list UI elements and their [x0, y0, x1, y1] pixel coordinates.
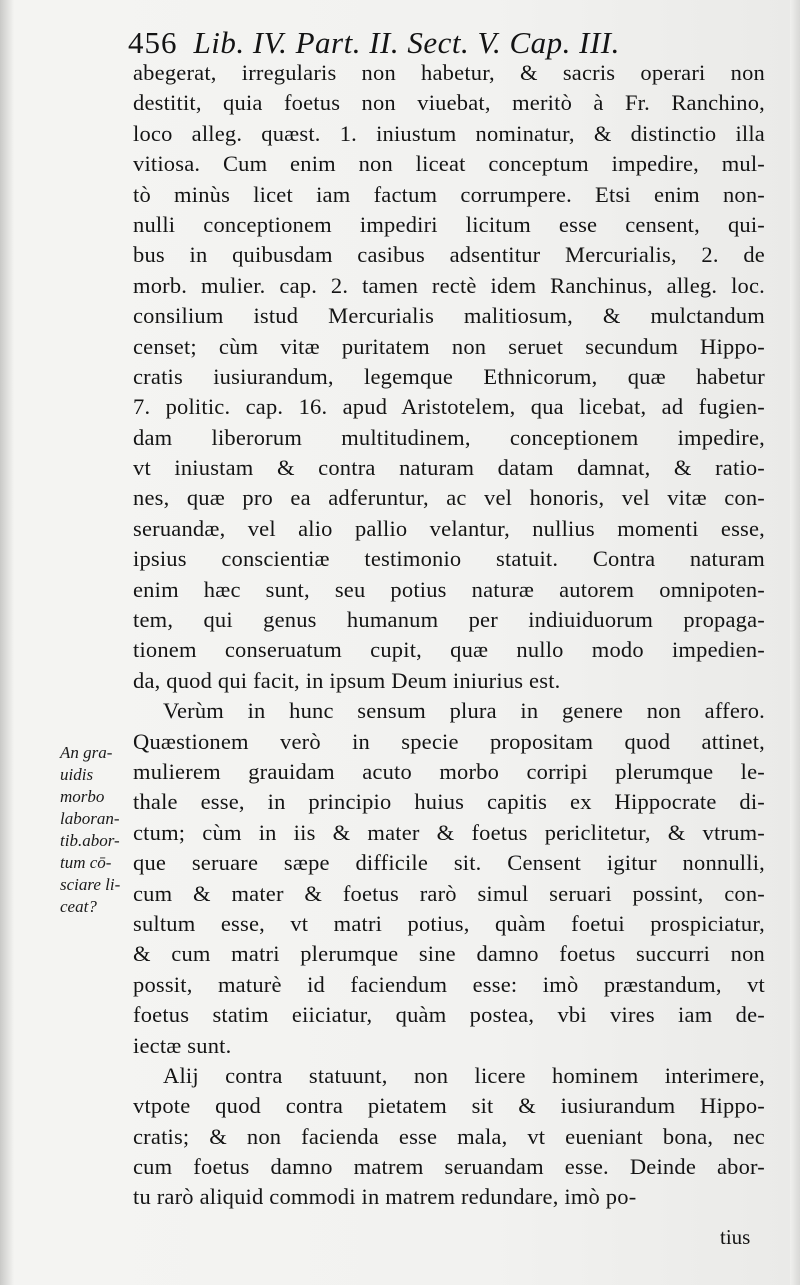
text-line: nes, quæ pro ea adferuntur, ac vel honoris, vel vitæ con- — [133, 485, 765, 511]
text-line: da, quod qui facit, in ipsum Deum iniurius est. — [133, 667, 561, 693]
text-line: Verùm in hunc sensum plura in genere non affero. — [163, 698, 765, 724]
text-line: iectæ sunt. — [133, 1032, 232, 1058]
page-gutter — [790, 0, 800, 1285]
marginal-note-line: tum cō- — [60, 853, 112, 872]
text-line: thale esse, in principio huius capitis ex Hippocrate di- — [133, 789, 765, 815]
text-line: foetus statim eiiciatur, quàm postea, vbi vires iam de- — [133, 1002, 765, 1028]
text-line: ipsius conscientiæ testimonio statuit. Contra naturam — [133, 546, 765, 572]
text-line: mulierem grauidam acuto morbo corripi plerumque le- — [133, 758, 765, 784]
text-line: abegerat, irregularis non habetur, & sacris operari non — [133, 60, 765, 85]
text-line: vtpote quod contra pietatem sit & iusiurandum Hippo- — [133, 1093, 765, 1119]
marginal-note-line: morbo — [60, 787, 105, 806]
text-line: Alij contra statuunt, non licere hominem interimere, — [163, 1062, 765, 1088]
text-line: nulli conceptionem impediri licitum esse censent, qui- — [133, 211, 765, 237]
text-line: censet; cùm vitæ puritatem non seruet secundum Hippo- — [133, 333, 765, 359]
text-line: bus in quibusdam casibus adsentitur Mercurialis, 2. de — [133, 242, 765, 268]
catchword: tius — [720, 1225, 751, 1249]
marginal-note-line: tib.abor- — [60, 831, 120, 850]
text-line: loco alleg. quæst. 1. iniustum nominatur, & distinctio illa — [133, 120, 765, 146]
text-line: destitit, quia foetus non viuebat, meritò à Fr. Ranchino, — [133, 90, 765, 116]
text-line: que seruare sæpe difficile sit. Censent igitur nonnulli, — [133, 850, 765, 876]
text-line: & cum matri plerumque sine damno foetus succurri non — [133, 941, 765, 967]
text-line: consilium istud Mercurialis malitiosum, & mulctandum — [133, 303, 765, 329]
text-line: Quæstionem verò in specie propositam quod attinet, — [133, 728, 765, 754]
page-number: 456 — [128, 25, 178, 60]
text-line: tem, qui genus humanum per indiuiduorum propaga- — [133, 607, 765, 633]
text-line: tionem conseruatum cupit, quæ nullo modo impedien- — [133, 637, 765, 663]
text-line: ctum; cùm in iis & mater & foetus periclitetur, & vtrum- — [133, 819, 765, 845]
text-line: sultum esse, vt matri potius, quàm foetui prospiciatur, — [133, 910, 765, 936]
marginal-note-line: An gra- — [60, 743, 113, 762]
text-line: seruandæ, vel alio pallio velantur, nullius momenti esse, — [133, 515, 765, 541]
body-text — [133, 58, 765, 1213]
text-line: enim hæc sunt, seu potius naturæ autorem omnipoten- — [133, 576, 765, 602]
text-line: cum foetus damno matrem seruandam esse. Deinde abor- — [133, 1154, 765, 1180]
text-line: 7. politic. cap. 16. apud Aristotelem, qua licebat, ad fugien- — [133, 394, 765, 420]
marginal-note-line: laboran- — [60, 809, 120, 828]
text-line: possit, maturè id faciendum esse: imò præstandum, vt — [133, 971, 765, 997]
text-line: vt iniustam & contra naturam datam damnat, & ratio- — [133, 455, 765, 481]
text-line: tu rarò aliquid commodi in matrem redundare, imò po- — [133, 1184, 637, 1210]
running-title: Lib. IV. Part. II. Sect. V. Cap. III. — [193, 25, 620, 60]
text-line: tò minùs licet iam factum corrumpere. Etsi enim non- — [133, 181, 765, 207]
marginal-note-line: ceat? — [60, 897, 97, 916]
text-line: cum & mater & foetus rarò simul seruari possint, con- — [133, 880, 765, 906]
marginal-note-line: uidis — [60, 765, 94, 784]
text-line: vitiosa. Cum enim non liceat conceptum impedire, mul- — [133, 151, 765, 177]
text-line: cratis; & non facienda esse mala, vt eueniant bona, nec — [133, 1123, 765, 1149]
marginal-note-line: sciare li- — [60, 875, 121, 894]
marginal-note — [60, 742, 140, 918]
text-line: dam liberorum multitudinem, conceptionem impedire, — [133, 424, 765, 450]
text-line: cratis iusiurandum, legemque Ethnicorum, quæ habetur — [133, 363, 765, 389]
text-line: morb. mulier. cap. 2. tamen rectè idem Ranchinus, alleg. loc. — [133, 272, 765, 298]
